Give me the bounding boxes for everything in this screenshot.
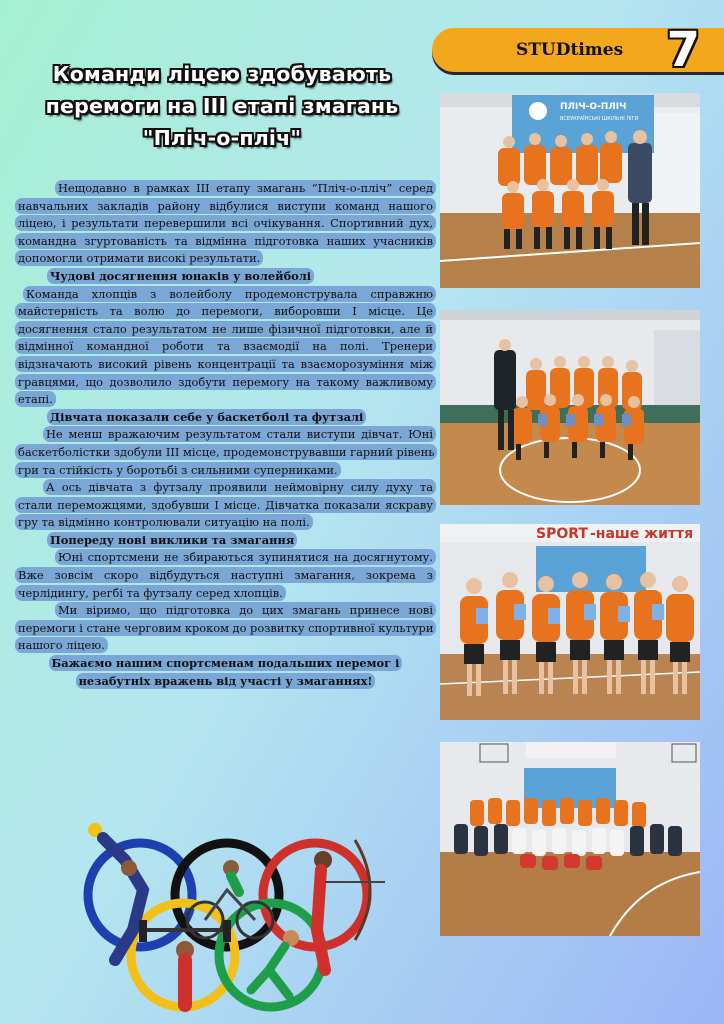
basketball-paragraph: Не менш вражаючим результатом стали виступи дівчат. Юні баскетболістки здобули ІІІ місце, продемонструвавши гарний рівень гри та стійкість у боротьбі з сильними суперниками. (15, 426, 436, 479)
challenges-heading: Попереду нові виклики та змагання (15, 532, 436, 550)
volleyball-heading: Чудові досягнення юнаків у волейболі (15, 268, 436, 286)
sports-rings-illustration (55, 820, 400, 1020)
futsal-paragraph: А ось дівчата з футзалу проявили неймовірну силу духу та стали переможцями, здобувши І місце. Дівчатка показали яскраву гру та відмінно контролювали ситуацію на полі. (15, 479, 436, 532)
all-teams-group-photo (440, 742, 700, 936)
basketball-team-photo (440, 310, 700, 505)
volleyball-team-photo (440, 93, 700, 288)
belief-paragraph: Ми віримо, що підготовка до цих змагань принесе нові перемоги і стане черговим кроком до розвитку спортивної культури нашого ліцею. (15, 602, 436, 655)
girls-heading: Дівчата показали себе у баскетболі та футзалі (15, 409, 436, 427)
magazine-header-badge (432, 22, 724, 78)
wall-slogan-prefix: SPORT (536, 526, 588, 542)
banner-subtitle: ВСЕУКРАЇНСЬКІ ШКІЛЬНІ ЛІГИ (560, 116, 639, 122)
article-body (15, 180, 436, 690)
article-title: Команди ліцею здобувають перемоги на ІІІ етапі змагань "Пліч-о-пліч" (45, 62, 399, 150)
intro-paragraph: Нещодавно в рамках ІІІ етапу змагань “Пліч-о-пліч” серед навчальних закладів району відбулися виступи команд нашого ліцею, і результати перевершили всі очікування. Спортивний дух, командна згуртованість та відмінна підготовка наших учасників допомогли отримати високі результати. (15, 180, 436, 268)
volleyball-paragraph: Команда хлопців з волейболу продемонструвала справжню майстерність та волю до перемоги, виборовши І місце. Це досягнення стало результатом не лише фізичної підготовки, але й відмінної командної роботи та взаємодії на полі. Тренери відзначають високий рівень концентрації та взаєморозуміння між гравцями, що дозволило здобути перемогу на такому важливому етапі. (15, 286, 436, 409)
banner-title: ПЛІЧ-О-ПЛІЧ (560, 102, 627, 112)
magazine-name: STUDtimes (516, 40, 624, 60)
closing-wish: Бажаємо нашим спортсменам подальших перемог і незабутніх вражень від участі у змаганнях! (15, 655, 436, 690)
challenges-paragraph: Юні спортсмени не збираються зупинятися на досягнутому. Вже зовсім скоро відбудуться наступні змагання, зокрема з черлідингу, регбі та футзалу серед хлопців. (15, 549, 436, 602)
wall-slogan-suffix: -наше життя (590, 526, 694, 542)
page-number: 7 (666, 22, 700, 78)
futsal-team-photo (440, 524, 700, 720)
